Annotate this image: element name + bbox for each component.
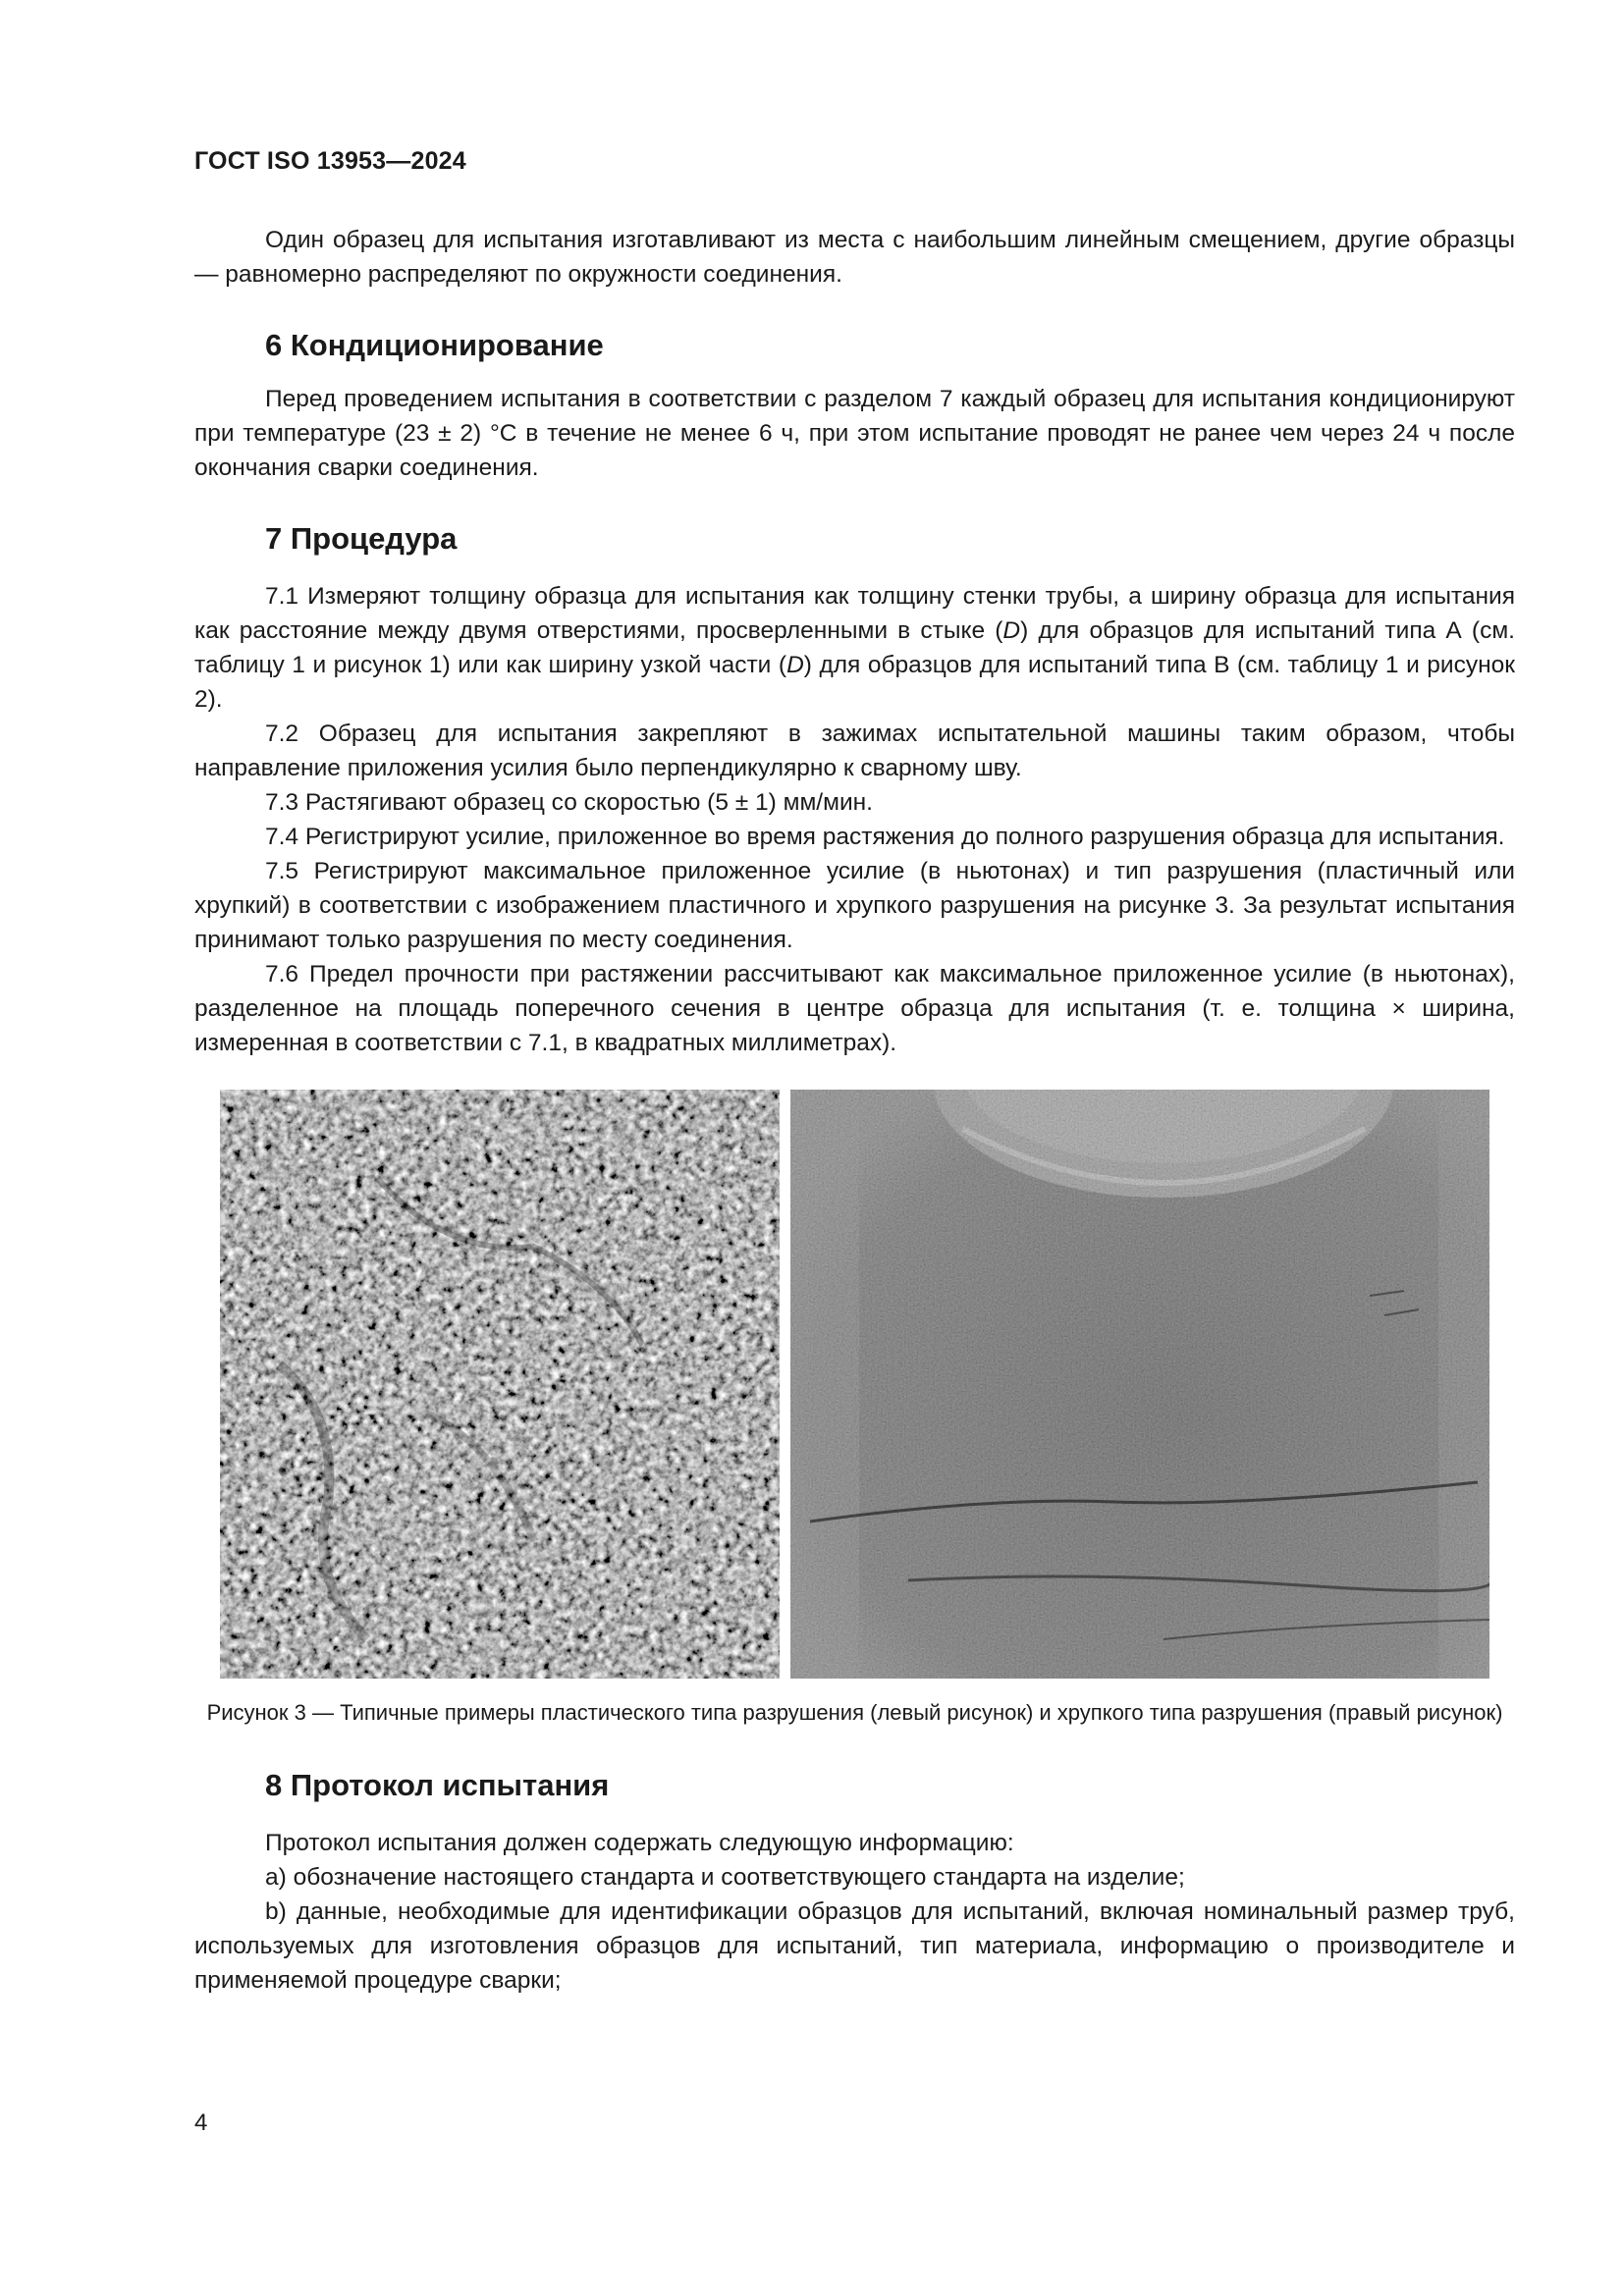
list-item-a: a) обозначение настоящего стандарта и соответствующего стандарта на изделие; <box>265 1864 1185 1891</box>
clause-7-2: 7.2 Образец для испытания закрепляют в зажимах испытательной машины таким образом, чтобы направление приложения усилия было перпендикулярно к сварному шву. <box>194 721 1515 781</box>
clause-7-1-symbol-d: D <box>1002 617 1021 644</box>
section-6-heading: 6 Кондиционирование <box>265 328 604 362</box>
clause-7-1-text-c: ) для образцов для испытаний типа В (см. таблицу 1 и рисунок 2). <box>194 652 1515 713</box>
clause-7-4: 7.4 Регистрируют усилие, приложенное во время растяжения до полного разрушения образца для испытания. <box>265 824 1505 850</box>
figure-3 <box>194 1090 1515 1679</box>
clause-7-1-text-a: 7.1 Измеряют толщину образца для испытания как толщину стенки трубы, а ширину образца для испытания как расстояние между двумя отверстиями, просверленными в стыке ( <box>194 583 1515 644</box>
document-header: ГОСТ ISO 13953—2024 <box>194 147 466 175</box>
section-7-heading: 7 Процедура <box>265 521 458 556</box>
page-number: 4 <box>194 2109 208 2136</box>
clause-7-5: 7.5 Регистрируют максимальное приложенное усилие (в ньютонах) и тип разрушения (пластичный или хрупкий) в соответствии с изображением пластичного и хрупкого разрушения на рисунке 3. За результат испытания принимают только разрушения по месту соединения. <box>194 858 1515 953</box>
section-6-paragraph: Перед проведением испытания в соответствии с разделом 7 каждый образец для испытания кондиционируют при температуре (23 ± 2) °С в течение не менее 6 ч, при этом испытание проводят не ранее чем через 24 ч после окончания сварки соединения. <box>194 386 1515 481</box>
figure-3-caption: Рисунок 3 — Типичные примеры пластического типа разрушения (левый рисунок) и хрупкого типа разрушения (правый рисунок) <box>206 1700 1503 1725</box>
page-content <box>194 223 1515 1998</box>
ductile-fracture-photo <box>220 1090 780 1679</box>
clause-7-6: 7.6 Предел прочности при растяжении рассчитывают как максимальное приложенное усилие (в ньютонах), разделенное на площадь поперечного сечения в центре образца для испытания (т. е. толщина × ширина, измеренная в соответствии с 7.1, в квадратных миллиметрах). <box>194 961 1515 1056</box>
clause-7-1-symbol-d: D <box>786 652 804 678</box>
clause-7-1-text-b: ) для образцов для испытаний типа А (см. таблицу 1 и рисунок 1) или как ширину узкой части ( <box>194 617 1515 678</box>
clause-7-3: 7.3 Растягивают образец со скоростью (5 ± 1) мм/мин. <box>265 789 873 816</box>
clause-7-1 <box>194 579 1515 717</box>
list-item-b: b) данные, необходимые для идентификации образцов для испытаний, включая номинальный размер труб, используемых для изготовления образцов для испытаний, тип материала, информацию о производителе и применяемой процедуре сварки; <box>194 1898 1515 1994</box>
intro-paragraph: Один образец для испытания изготавливают из места с наибольшим линейным смещением, другие образцы — равномерно распределяют по окружности соединения. <box>194 227 1515 288</box>
section-8-intro: Протокол испытания должен содержать следующую информацию: <box>265 1830 1014 1856</box>
section-8-heading: 8 Протокол испытания <box>265 1768 610 1802</box>
brittle-fracture-photo <box>790 1090 1489 1679</box>
